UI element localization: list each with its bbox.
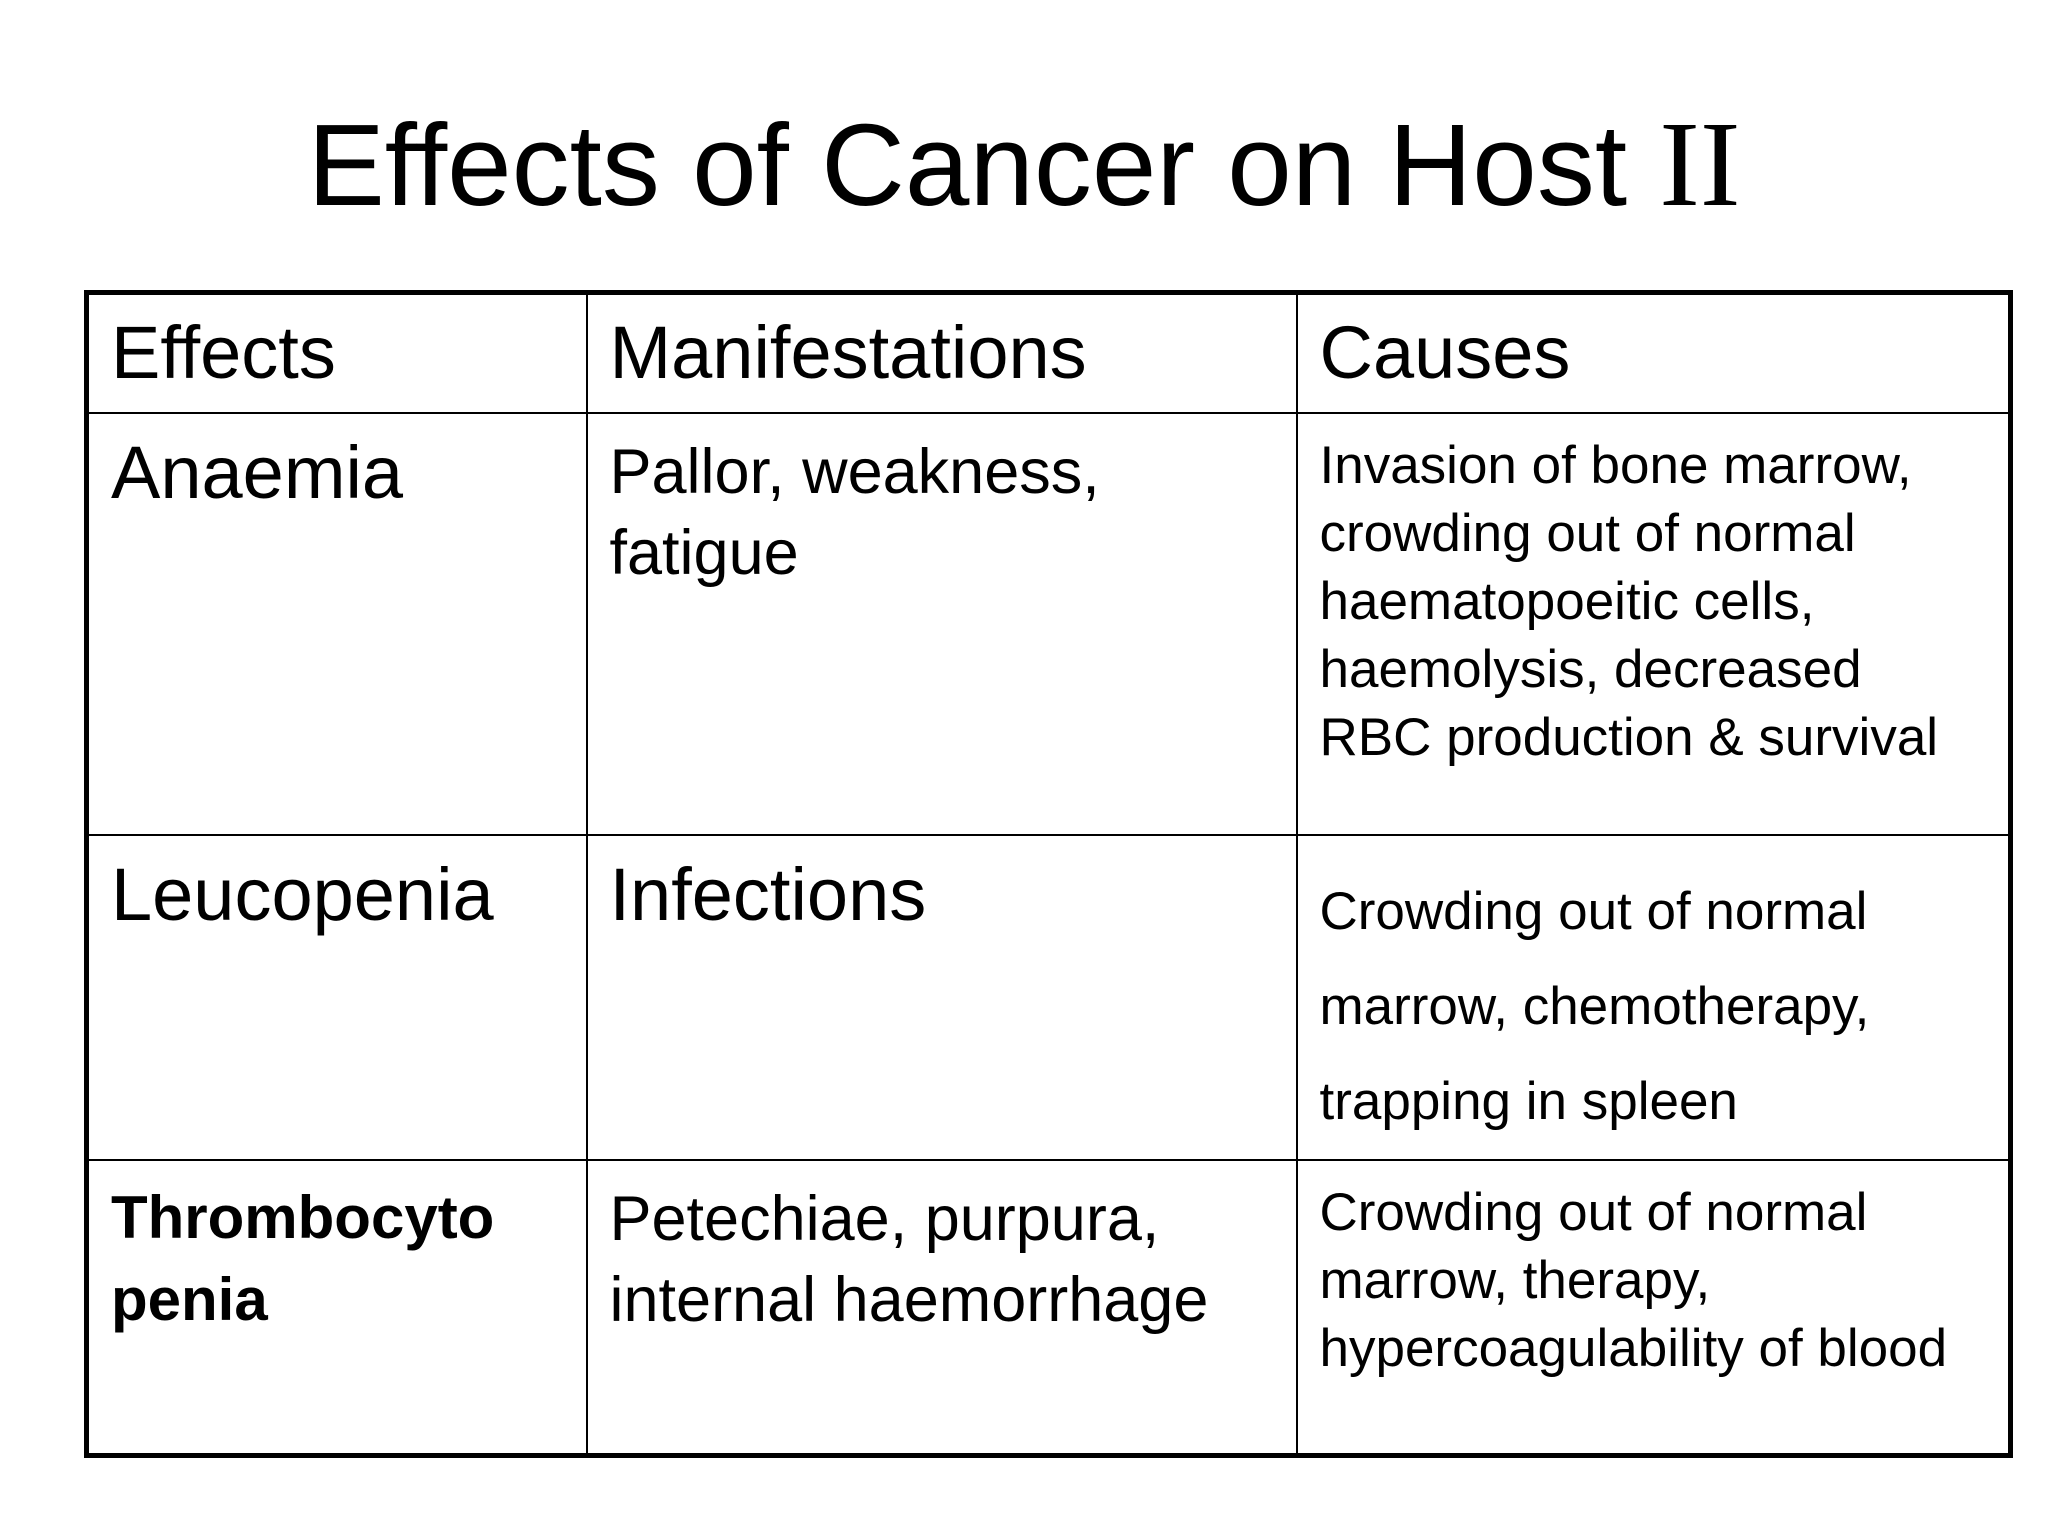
column-header-effects: Effects [87,293,587,413]
column-header-causes: Causes [1297,293,2011,413]
effect-cell: Anaemia [87,413,587,835]
table-row [87,413,2011,835]
effects-table [84,290,2013,1458]
manifestations-cell: Infections [587,835,1297,1160]
table-row [87,1160,2011,1456]
slide-title [0,97,2048,232]
table-header-row [87,293,2011,413]
effect-cell-text: Thrombocyto penia [111,1183,495,1333]
manifestations-cell: Pallor, weakness, fatigue [587,413,1297,835]
causes-cell: Crowding out of normal marrow, chemotherapy, trapping in spleen [1297,835,2011,1160]
table-row [87,835,2011,1160]
effect-cell: Leucopenia [87,835,587,1160]
manifestations-cell: Petechiae, purpura, internal haemorrhage [587,1160,1297,1456]
column-header-manifestations: Manifestations [587,293,1297,413]
causes-cell: Crowding out of normal marrow, therapy, hypercoagulability of blood [1297,1160,2011,1456]
slide-title-numeral: II [1659,97,1741,232]
effect-cell [87,1160,587,1456]
slide-title-text: Effects of Cancer on Host [307,100,1628,230]
causes-cell: Invasion of bone marrow, crowding out of normal haematopoeitic cells, haemolysis, decreased RBC production & survival [1297,413,2011,835]
